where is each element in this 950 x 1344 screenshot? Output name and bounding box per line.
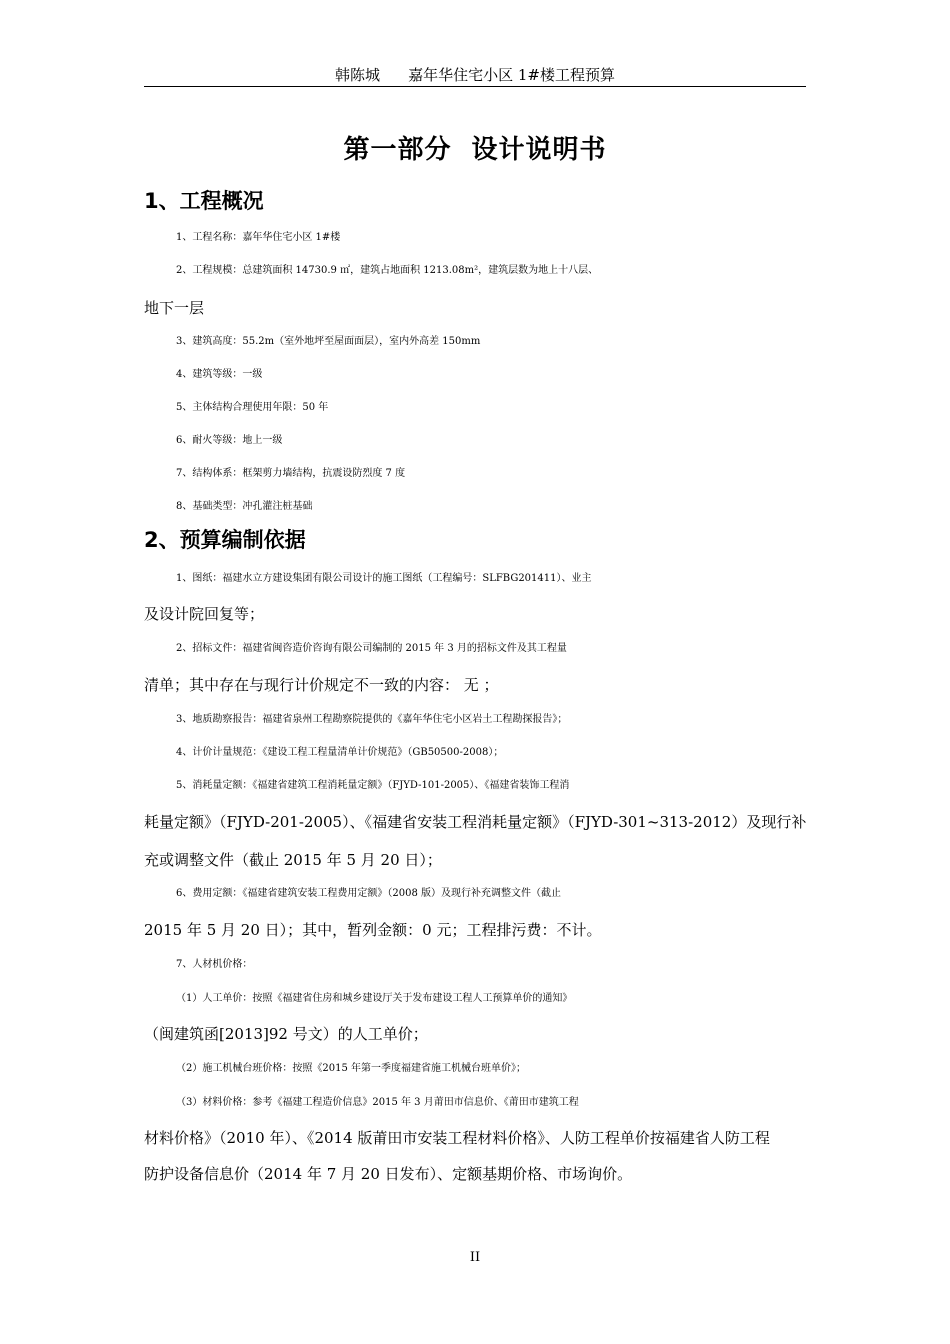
basis-line: 2、招标文件：福建省闽咨造价咨询有限公司编制的 2015 年 3 月的招标文件及其工程量 (176, 643, 567, 654)
overview-line: 2、工程规模：总建筑面积 14730.9 ㎡，建筑占地面积 1213.08m²，建筑层数为地上十八层、 (176, 265, 599, 276)
basis-line: 6、费用定额：《福建省建筑安装工程费用定额》（2008 版）及现行补充调整文件（截止 (176, 888, 561, 899)
header-divider (144, 86, 806, 87)
section-heading-basis: 2、预算编制依据 (144, 528, 306, 552)
basis-line: 4、计价计量规范：《建设工程工程量清单计价规范》（GB50500-2008）； (176, 747, 504, 758)
basis-line: 清单；其中存在与现行计价规定不一致的内容： 无 ； (144, 676, 499, 694)
basis-line: 耗量定额》（FJYD-201-2005）、《福建省安装工程消耗量定额》（FJYD-301~313-2012）及现行补 (144, 813, 807, 831)
basis-line: 充或调整文件（截止 2015 年 5 月 20 日）； (144, 851, 442, 869)
overview-line: 3、建筑高度：55.2m（室外地坪至屋面面层），室内外高差 150mm (176, 336, 481, 347)
overview-line: 8、基础类型：冲孔灌注桩基础 (176, 501, 313, 512)
overview-line: 地下一层 (144, 299, 205, 317)
overview-line: 7、结构体系：框架剪力墙结构，抗震设防烈度 7 度 (176, 468, 406, 479)
basis-line: （1）人工单价：按照《福建省住房和城乡建设厅关于发布建设工程人工预算单价的通知》 (176, 993, 573, 1004)
overview-line: 5、主体结构合理使用年限：50 年 (176, 402, 329, 413)
basis-line: 1、图纸：福建水立方建设集团有限公司设计的施工图纸（工程编号：SLFBG201411）、业主 (176, 573, 592, 584)
basis-line: （闽建筑函[2013]92 号文）的人工单价； (144, 1025, 428, 1043)
section-heading-overview: 1、工程概况 (144, 189, 264, 213)
document-title: 第一部分 设计说明书 (343, 135, 607, 165)
basis-line: 防护设备信息价（2014 年 7 月 20 日发布）、定额基期价格、市场询价。 (144, 1165, 633, 1183)
basis-line: （3）材料价格：参考《福建工程造价信息》2015 年 3 月莆田市信息价、《莆田市建筑工程 (176, 1097, 579, 1108)
page-number: II (469, 1250, 481, 1265)
basis-line: （2）施工机械台班价格：按照《2015 年第一季度福建省施工机械台班单价》； (176, 1063, 526, 1074)
overview-line: 6、耐火等级：地上一级 (176, 435, 283, 446)
header-author: 韩陈城 (335, 66, 381, 84)
overview-line: 1、工程名称：嘉年华住宅小区 1#楼 (176, 232, 341, 243)
basis-line: 5、消耗量定额：《福建省建筑工程消耗量定额》（FJYD-101-2005）、《福建省装饰工程消 (176, 780, 570, 791)
basis-line: 3、地质勘察报告：福建省泉州工程勘察院提供的《嘉年华住宅小区岩土工程勘探报告》； (176, 714, 568, 725)
page-header (144, 64, 806, 88)
header-project: 嘉年华住宅小区 1#楼工程预算 (408, 66, 615, 84)
overview-line: 4、建筑等级：一级 (176, 369, 263, 380)
basis-line: 材料价格》（2010 年）、《2014 版莆田市安装工程材料价格》、人防工程单价按福建省人防工程 (144, 1129, 770, 1147)
basis-line: 7、人材机价格： (176, 959, 253, 970)
basis-line: 及设计院回复等； (144, 605, 265, 623)
basis-line: 2015 年 5 月 20 日）；其中，暂列金额：0 元；工程排污费：不计。 (144, 921, 602, 939)
